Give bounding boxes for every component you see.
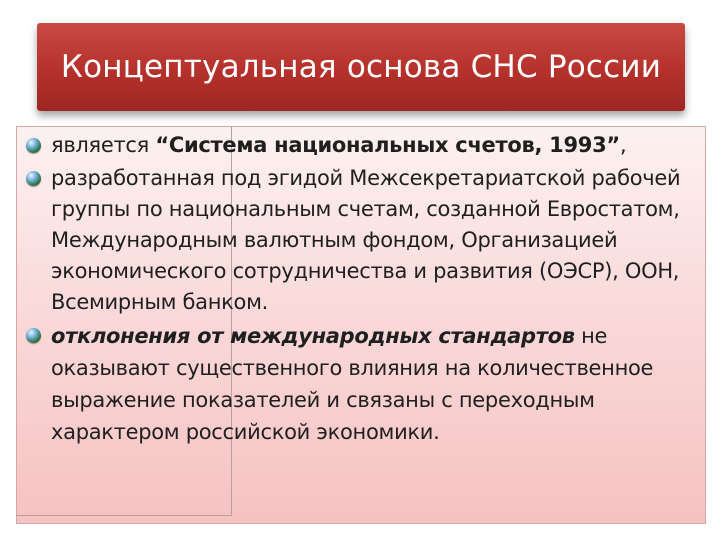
bullet-1-suffix: ,: [619, 133, 627, 157]
globe-bullet-icon: [26, 171, 41, 186]
bullet-3-suffix: не оказывают существенного влияния на количественное выражение показателей и связаны с переходным характером российской экономики.: [51, 324, 654, 444]
bullet-item-1: [24, 130, 704, 161]
globe-bullet-icon: [26, 328, 41, 343]
bullet-item-3: [24, 320, 704, 448]
slide-title: Концептуальная основа СНС России: [60, 49, 662, 85]
title-bar: [37, 23, 685, 111]
bullet-1-emphasis: “Система национальных счетов, 1993”: [155, 133, 620, 157]
bullet-item-2: [24, 163, 704, 318]
bullet-2-text: разработанная под эгидой Межсекретариатской рабочей группы по национальным счетам, созданной Евростатом, Международным валютным фондом, Организацией экономического сотрудничества и развития (ОЭСР), ООН, Всемирным банком.: [51, 166, 681, 314]
bullet-list: [24, 130, 704, 450]
globe-bullet-icon: [26, 138, 41, 153]
bullet-1-prefix: является: [51, 133, 156, 157]
bullet-3-emphasis: отклонения от международных стандартов: [51, 324, 575, 348]
